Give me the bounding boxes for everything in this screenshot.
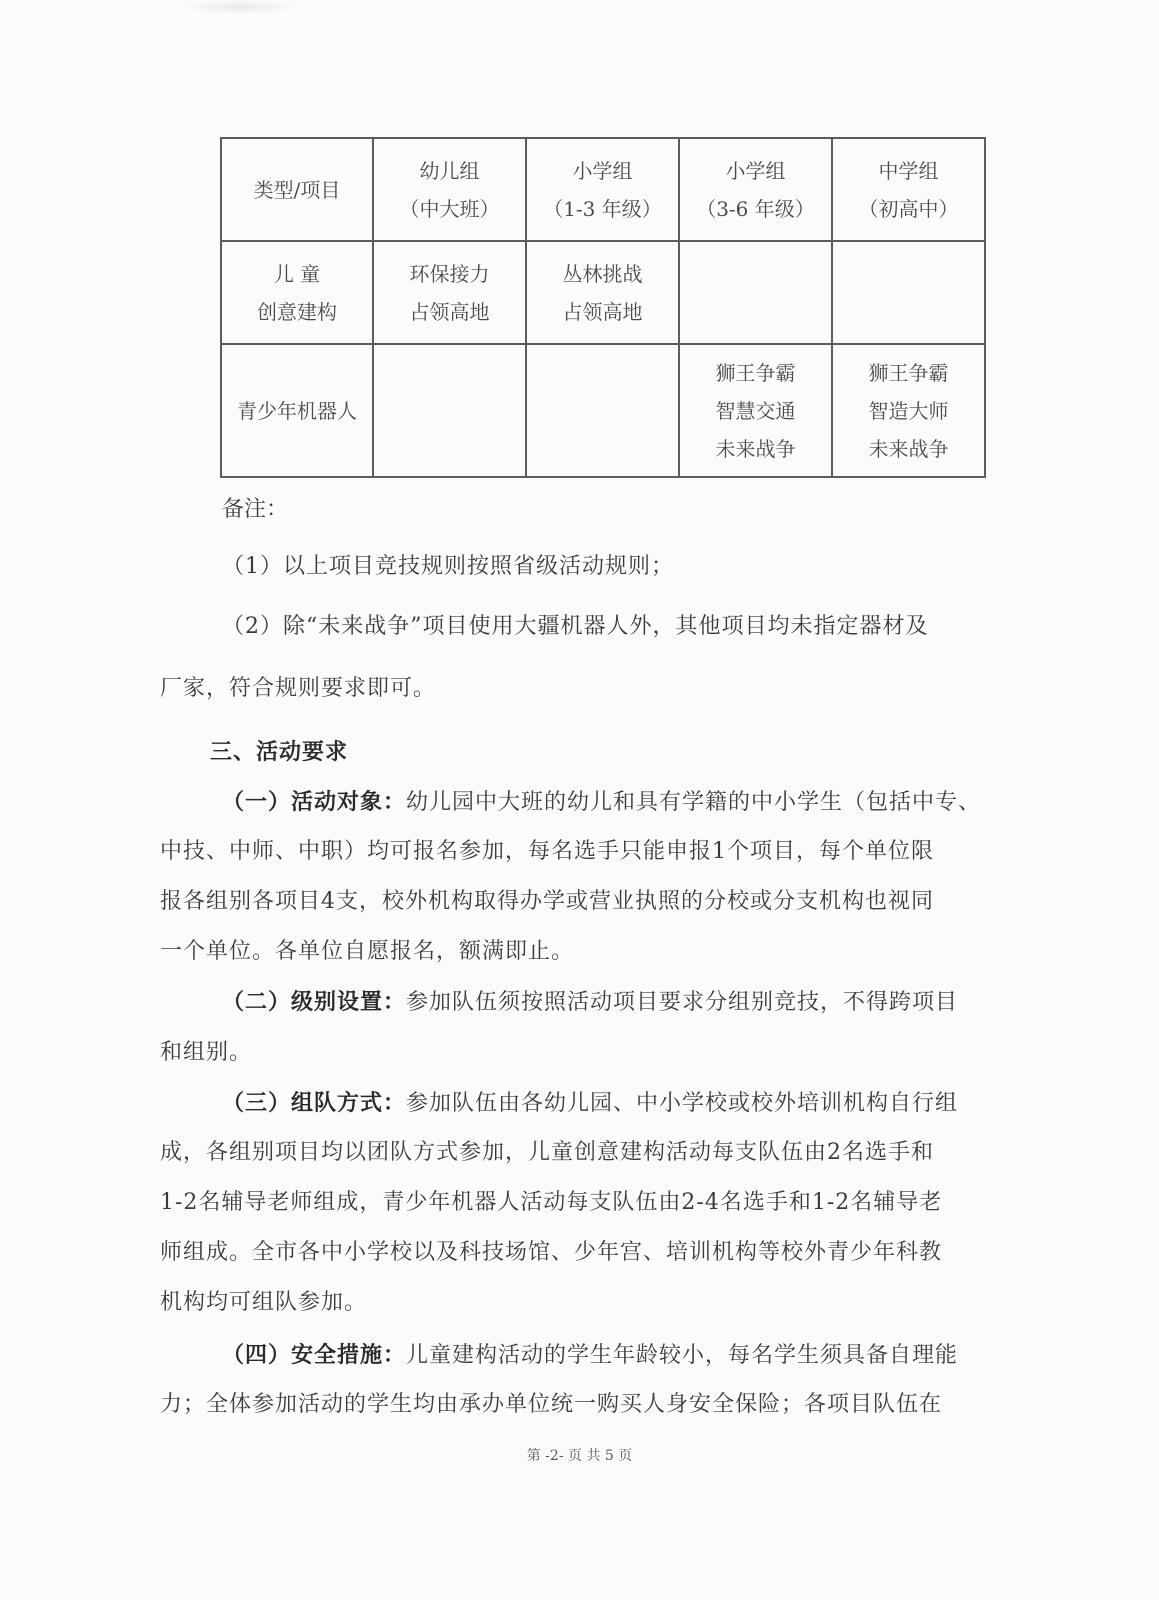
paragraph-text: 参加队伍须按照活动项目要求分组别竞技，不得跨项目 — [406, 990, 959, 1015]
note-item-1: （1）以上项目竞技规则按照省级活动规则； — [222, 554, 674, 579]
paragraph-line: 1-2名辅导老师组成，青少年机器人活动每支队伍由2-4名选手和1-2名辅导老 — [160, 1190, 943, 1215]
paragraph-line: 一个单位。各单位自愿报名，额满即止。 — [160, 939, 575, 964]
table-cell — [679, 241, 832, 344]
table-row — [221, 241, 985, 344]
paragraph-line: 成，各组别项目均以团队方式参加，儿童创意建构活动每支队伍由2名选手和 — [160, 1140, 934, 1165]
table-header-row — [221, 138, 985, 241]
paragraph-line — [222, 777, 981, 828]
paragraph-text: 儿童建构活动的学生年龄较小，每名学生须具备自理能 — [406, 1343, 959, 1368]
table-header-cell: 幼儿组 （中大班） — [373, 138, 526, 241]
table-cell: 狮王争霸 智慧交通 未来战争 — [679, 344, 832, 477]
table-header-cell: 中学组 （初高中） — [832, 138, 985, 241]
table-cell — [832, 241, 985, 344]
table-category-cell: 儿 童 创意建构 — [221, 241, 373, 344]
note-item-2-cont: 厂家，符合规则要求即可。 — [160, 676, 437, 701]
paragraph-line: 中技、中师、中职）均可报名参加，每名选手只能申报1个项目，每个单位限 — [160, 839, 934, 864]
table-cell: 丛林挑战 占领高地 — [526, 241, 679, 344]
paragraph-label: （一）活动对象： — [222, 789, 407, 815]
page-footer: 第 -2- 页 共 5 页 — [526, 1448, 633, 1464]
paragraph-line — [222, 1330, 958, 1381]
note-item-2: （2）除“未来战争”项目使用大疆机器人外，其他项目均未指定器材及 — [222, 614, 929, 639]
table-header-cell: 类型/项目 — [221, 138, 373, 241]
paragraph-text: 参加队伍由各幼儿园、中小学校或校外培训机构自行组 — [406, 1091, 959, 1116]
events-table — [220, 137, 986, 478]
table-header-cell: 小学组 （1-3 年级） — [526, 138, 679, 241]
table-row — [221, 344, 985, 477]
table-cell: 狮王争霸 智造大师 未来战争 — [832, 344, 985, 477]
table-category-cell: 青少年机器人 — [221, 344, 373, 477]
paragraph-label: （三）组队方式： — [222, 1090, 407, 1116]
table-cell — [373, 344, 526, 477]
table-cell: 环保接力 占领高地 — [373, 241, 526, 344]
paragraph-line — [222, 977, 958, 1028]
paragraph-label: （四）安全措施： — [222, 1342, 407, 1368]
table-cell — [526, 344, 679, 477]
paragraph-line: 报各组别各项目4支，校外机构取得办学或营业执照的分校或分支机构也视同 — [160, 889, 934, 914]
paragraph-label: （二）级别设置： — [222, 989, 407, 1015]
table-header-cell: 小学组 （3-6 年级） — [679, 138, 832, 241]
notes-title: 备注： — [222, 497, 289, 522]
paragraph-line: 力；全体参加活动的学生均由承办单位统一购买人身安全保险；各项目队伍在 — [160, 1392, 943, 1417]
paragraph-line: 和组别。 — [160, 1040, 253, 1065]
section-heading: 三、活动要求 — [210, 739, 349, 765]
paragraph-text: 幼儿园中大班的幼儿和具有学籍的中小学生（包括中专、 — [406, 790, 982, 815]
paragraph-line — [222, 1078, 958, 1129]
paragraph-line: 机构均可组队参加。 — [160, 1290, 368, 1315]
scan-smudge — [180, 0, 300, 14]
paragraph-line: 师组成。全市各中小学校以及科技场馆、少年宫、培训机构等校外青少年科教 — [160, 1240, 943, 1265]
